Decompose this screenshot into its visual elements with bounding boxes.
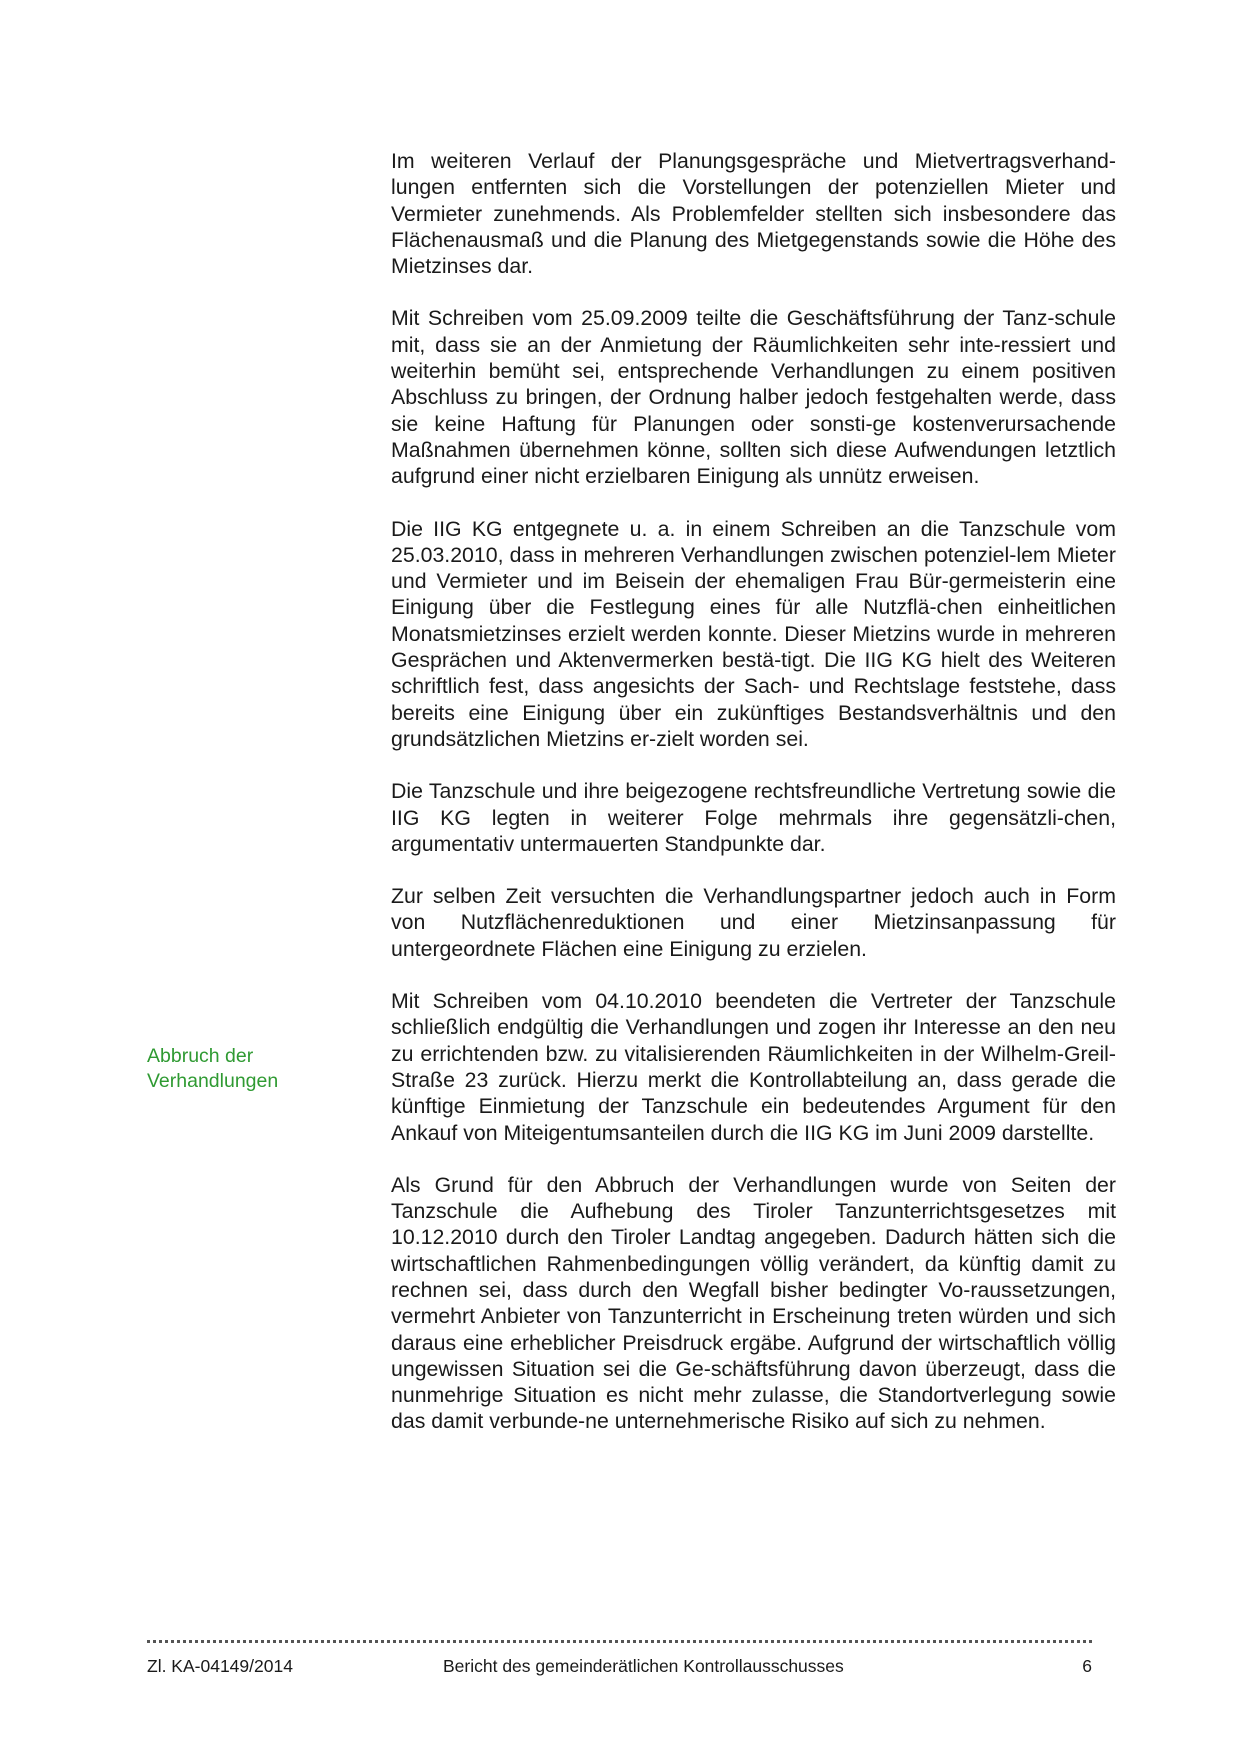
paragraph-2: Mit Schreiben vom 25.09.2009 teilte die Geschäftsführung der Tanz-schule mit, dass sie an der Anmietung der Räumlichkeiten sehr inte-ressiert und weiterhin bemüht sei, entsprechende Verhandlungen zu einem positiven Abschluss zu bringen, der Ordnung halber jedoch festgehalten werde, dass sie keine Haftung für Planungen oder sonsti-ge kostenverursachende Maßnahmen übernehmen könne, sollten sich diese Aufwendungen letztlich aufgrund einer nicht erzielbaren Einigung als unnütz erweisen. (391, 306, 1116, 489)
paragraph-5: Zur selben Zeit versuchten die Verhandlungspartner jedoch auch in Form von Nutzflächenreduktionen und einer Mietzinsanpassung für untergeordnete Flächen eine Einigung zu erzielen. (391, 884, 1116, 961)
paragraph-7: Als Grund für den Abbruch der Verhandlungen wurde von Seiten der Tanzschule die Aufhebung des Tiroler Tanzunterrichtsgesetzes mit 10.12.2010 durch den Tiroler Landtag angegeben. Dadurch hätten sich die wirtschaftlichen Rahmenbedingungen völlig verändert, da künftig damit zu rechnen sei, dass durch den Wegfall bisher bedingter Vo-raussetzungen, vermehrt Anbieter von Tanzunterricht in Erscheinung treten würden und sich daraus eine erheblicher Preisdruck ergäbe. Aufgrund der wirtschaftlich völlig ungewissen Situation sei die Ge-schäftsführung davon überzeugt, dass die nunmehrige Situation es nicht mehr zulasse, die Standortverlegung sowie das damit verbunde-ne unternehmerische Risiko auf sich zu nehmen. (391, 1172, 1116, 1434)
paragraph-6: Mit Schreiben vom 04.10.2010 beendeten die Vertreter der Tanzschule schließlich endgültig die Verhandlungen und zogen ihr Interesse an den neu zu errichtenden bzw. zu vitalisierenden Räumlichkeiten in der Wilhelm-Greil-Straße 23 zurück. Hierzu merkt die Kontrollabteilung an, dass gerade die künftige Einmietung der Tanzschule ein bedeutendes Argument für den Ankauf von Miteigentumsanteilen durch die IIG KG im Juni 2009 darstellte. (391, 989, 1116, 1145)
margin-note-line-1: Abbruch der (147, 1045, 254, 1067)
margin-note (147, 1044, 347, 1094)
footer-reference: Zl. KA-04149/2014 (147, 1656, 293, 1676)
page-number: 6 (1082, 1656, 1092, 1676)
footer-title: Bericht des gemeinderätlichen Kontrollausschusses (443, 1656, 844, 1676)
margin-note-line-2: Verhandlungen (147, 1070, 279, 1092)
paragraph-1: Im weiteren Verlauf der Planungsgespräche und Mietvertragsverhand-lungen entfernten sich die Vorstellungen der potenziellen Mieter und Vermieter zunehmends. Als Problemfelder stellten sich insbesondere das Flächenausmaß und die Planung des Mietgegenstands sowie die Höhe des Mietzinses dar. (391, 149, 1116, 279)
body-text (391, 148, 1116, 1461)
footer-divider (147, 1640, 1092, 1643)
paragraph-4: Die Tanzschule und ihre beigezogene rechtsfreundliche Vertretung sowie die IIG KG legten in weiterer Folge mehrmals ihre gegensätzli-chen, argumentativ untermauerten Standpunkte dar. (391, 779, 1116, 856)
paragraph-3: Die IIG KG entgegnete u. a. in einem Schreiben an die Tanzschule vom 25.03.2010, dass in mehreren Verhandlungen zwischen potenziel-lem Mieter und Vermieter und im Beisein der ehemaligen Frau Bür-germeisterin eine Einigung über die Festlegung eines für alle Nutzflä-chen einheitlichen Monatsmietzinses erzielt werden konnte. Dieser Mietzins wurde in mehreren Gesprächen und Aktenvermerken bestä-tigt. Die IIG KG hielt des Weiteren schriftlich fest, dass angesichts der Sach- und Rechtslage feststehe, dass bereits eine Einigung über ein zukünftiges Bestandsverhältnis und den grundsätzlichen Mietzins er-zielt worden sei. (391, 516, 1116, 751)
